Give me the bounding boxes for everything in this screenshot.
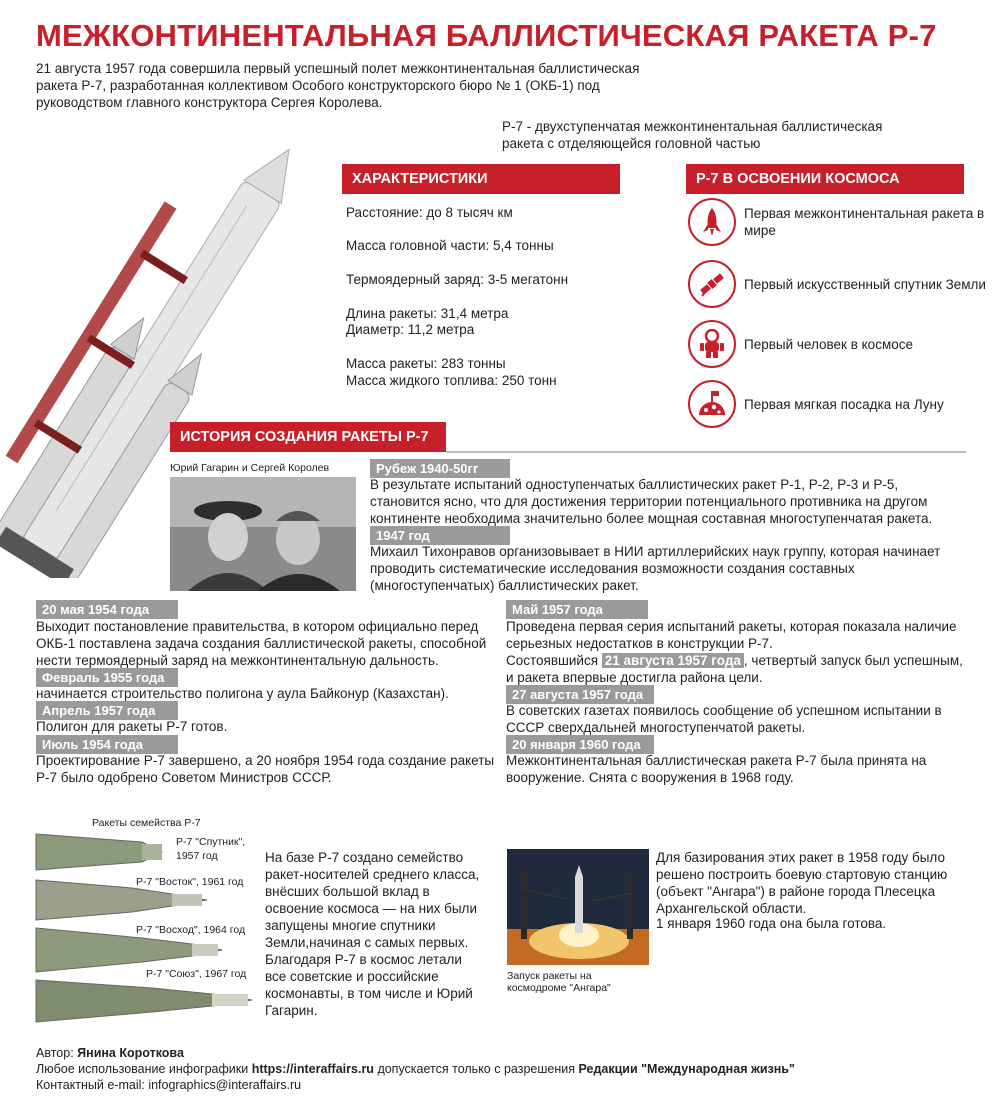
event-text: начинается строительство полигона у аула Байконур (Казахстан). (36, 686, 449, 701)
space-item-satellite (688, 260, 988, 308)
rocket-soyuz (36, 980, 252, 1022)
intro-text: 21 августа 1957 года совершила первый успешный полет межконтинентальная баллистическая ракета Р-7, разработанная коллективом Особого конструкторского бюро № 1 (ОКБ-1) под руководством главного конструктора Сергея Королева. (36, 61, 640, 110)
family-text: На базе Р-7 создано семейство ракет-носителей среднего класса, внёсших большой вклад в освоение космоса — на них были запущены многие спутники Земли,начиная с самых первых. Благодаря Р-7 в космос летали все советские и российские космонавты, в том числе и Юрий Гагарин. (265, 850, 480, 1018)
rocket-label-sputnik: Р-7 "Спутник", (176, 836, 246, 848)
inline-date-tag: 21 августа 1957 года (602, 653, 744, 668)
event-text: Проведена первая серия испытаний ракеты, которая показала наличие серьезных недостатков в конструкции Р-7. (506, 619, 957, 651)
char-rocket-mass: Масса ракеты: 283 тонны (346, 356, 506, 371)
char-warhead-mass: Масса головной части: 5,4 тонны (346, 238, 554, 253)
footer-contact: Контактный e-mail: infographics@interaffairs.ru (36, 1078, 302, 1092)
date-tag: 20 мая 1954 года (36, 600, 178, 619)
rocket-label-vostok: Р-7 "Восток", 1961 год (136, 876, 244, 888)
rocket-description: Р-7 - двухступенчатая межконтинентальная баллистическая ракета с отделяющейся головной частью (502, 119, 883, 151)
site-link[interactable]: https://interaffairs.ru (251, 1062, 374, 1076)
rocket-label-sputnik-year: 1957 год (176, 850, 218, 862)
date-tag: 20 января 1960 года (506, 735, 654, 754)
rocket-label-soyuz: Р-7 "Союз", 1967 год (146, 968, 247, 980)
space-item-label: Первая мягкая посадка на Луну (744, 396, 944, 412)
space-item-cosmonaut (688, 320, 988, 368)
space-header: Р-7 В ОСВОЕНИИ КОСМОСА (686, 164, 964, 194)
char-charge: Термоядерный заряд: 3-5 мегатонн (346, 272, 569, 287)
date-tag: Май 1957 года (506, 600, 648, 619)
event-text: В советских газетах появилось сообщение об успешном испытании в СССР сверхдальней многоступенчатой ракеты. (506, 703, 942, 735)
rocket-sputnik (36, 834, 162, 870)
footer-author: Автор: Янина Короткова (36, 1046, 184, 1060)
author-name: Янина Короткова (77, 1046, 184, 1060)
rocket-icon (688, 198, 736, 246)
date-tag: 1947 год (370, 526, 510, 545)
photo-caption: Юрий Гагарин и Сергей Королев (170, 462, 330, 474)
launch-caption: Запуск ракеты на космодроме "Ангара" (507, 970, 611, 994)
gagarin-korolev-photo (170, 477, 356, 591)
date-tag: 27 августа 1957 года (506, 685, 654, 704)
event-text: Межконтинентальная баллистическая ракета Р-7 была принята на вооружение. Снята с вооружения в 1968 году. (506, 753, 927, 785)
date-tag: Июль 1954 года (36, 735, 178, 754)
date-tag: Февраль 1955 года (36, 668, 178, 687)
moon-landing-icon (688, 380, 736, 428)
event-text-launch: Состоявшийся 21 августа 1957 года , четвертый запуск был успешным, и ракета впервые достигла района цели. (506, 653, 963, 685)
space-item-rocket (688, 198, 988, 246)
date-tag: Апрель 1957 года (36, 701, 178, 720)
editorial-name: Редакции "Международная жизнь" (578, 1062, 795, 1076)
characteristics-header: ХАРАКТЕРИСТИКИ (342, 164, 620, 194)
char-diameter: Диаметр: 11,2 метра (346, 322, 475, 337)
date-tag: Рубеж 1940-50гг (370, 459, 510, 478)
space-item-label: Первый человек в космосе (744, 336, 913, 352)
history-divider (446, 451, 966, 453)
history-header: ИСТОРИЯ СОЗДАНИЯ РАКЕТЫ Р-7 (170, 422, 446, 452)
event-text: Михаил Тихонравов организовывает в НИИ артиллерийских наук группу, которая начинает проводить систематические исследования возможности создания составных (многоступенчатых) баллистических ракет. (370, 544, 941, 593)
space-item-label: Первая межконтинентальная ракета в мире (744, 206, 985, 238)
event-text: В результате испытаний одноступенчатых баллистических ракет Р-1, Р-2, Р-3 и Р-5, становится ясно, что для достижения территории потенциального противника на другом континенте необходима значительно более мощная составная многоступенчатая ракета. (370, 477, 933, 526)
char-range: Расстояние: до 8 тысяч км (346, 205, 513, 220)
char-length: Длина ракеты: 31,4 метра (346, 306, 509, 321)
event-text: Полигон для ракеты Р-7 готов. (36, 719, 228, 734)
char-fuel-mass: Масса жидкого топлива: 250 тонн (346, 373, 557, 388)
rocket-label-voskhod: Р-7 "Восход", 1964 год (136, 924, 246, 936)
launch-ready-text: 1 января 1960 года она была готова. (656, 916, 887, 931)
space-item-label: Первый искусственный спутник Земли (744, 276, 986, 292)
footer-usage: Любое использование инфографики https://interaffairs.ru допускается только с разрешения Редакции "Международная жизнь" (36, 1062, 795, 1076)
launch-text: Для базирования этих ракет в 1958 году было решено построить боевую стартовую станцию (объект "Ангара") в районе города Плесецка Архангельской области. (656, 850, 948, 916)
satellite-icon (688, 260, 736, 308)
page-title: МЕЖКОНТИНЕНТАЛЬНАЯ БАЛЛИСТИЧЕСКАЯ РАКЕТА Р-7 (36, 18, 937, 53)
launch-photo (507, 849, 649, 965)
family-title: Ракеты семейства Р-7 (92, 817, 201, 829)
event-text: Выходит постановление правительства, в котором официально перед ОКБ-1 поставлена задача создания баллистической ракеты, способной нести термоядерный заряд на межконтинентальную дальность. (36, 619, 487, 668)
space-item-moon-landing (688, 380, 988, 428)
cosmonaut-icon (688, 320, 736, 368)
event-text: Проектирование Р-7 завершено, а 20 ноября 1954 года создание ракеты Р-7 было одобрено Советом Министров СССР. (36, 753, 495, 785)
